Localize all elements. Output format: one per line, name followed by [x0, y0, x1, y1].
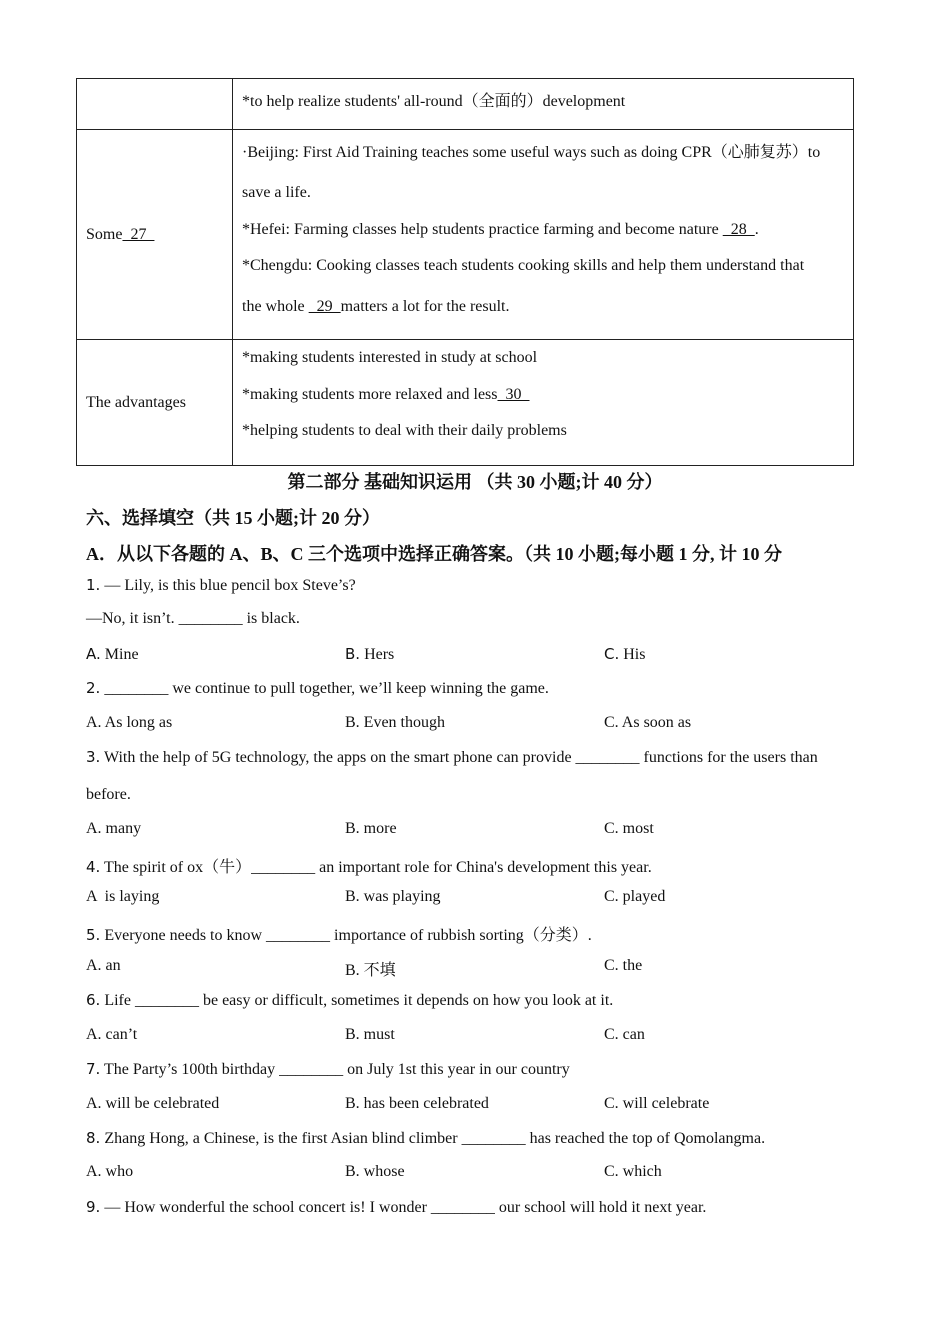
- section-six-heading: 六、选择填空（共 15 小题;计 20 分）: [86, 508, 380, 528]
- content-line: *helping students to deal with their daily problems: [242, 422, 567, 439]
- blank-28: 28: [722, 221, 755, 238]
- option-a: A. an: [86, 957, 121, 974]
- question-3-continued: before.: [86, 786, 131, 803]
- option-text: Hers: [360, 646, 395, 663]
- option-b: B. has been celebrated: [345, 1095, 489, 1112]
- question-text: — Lily, is this blue pencil box Steve’s?: [100, 577, 356, 594]
- option-c: C. which: [604, 1163, 662, 1180]
- part-title: 第二部分 基础知识运用 （共 30 小题;计 40 分）: [287, 472, 663, 492]
- option-b: B. was playing: [345, 888, 441, 905]
- label-text: Some: [86, 225, 123, 243]
- question-text: ________ we continue to pull together, we’ll keep winning the game.: [100, 680, 549, 697]
- option-a: A. many: [86, 820, 142, 837]
- line-text: .: [754, 221, 759, 238]
- question-8: [86, 1129, 765, 1148]
- question-number: 9.: [86, 1198, 101, 1216]
- table-row: [77, 340, 854, 466]
- option-text: His: [619, 646, 646, 663]
- question-number: 3.: [86, 748, 101, 766]
- question-text: Zhang Hong, a Chinese, is the first Asian blind climber ________ has reached the top of Qomolangma.: [100, 1130, 766, 1147]
- table-row: [77, 130, 854, 340]
- option-c: C. the: [604, 957, 643, 974]
- content-line: [242, 298, 843, 316]
- option-a: A. who: [86, 1163, 134, 1180]
- question-4: [86, 854, 652, 877]
- option-c: C. As soon as: [604, 714, 692, 731]
- option-a: A. As long as: [86, 714, 173, 731]
- content-line: *to help realize students' all-round（全面的）development: [242, 93, 626, 110]
- question-number: 7.: [86, 1060, 101, 1078]
- question-text: With the help of 5G technology, the apps on the smart phone can provide ________ functions for the users than: [100, 749, 818, 766]
- question-1: [86, 576, 356, 595]
- line-text: *Hefei: Farming classes help students practice farming and become nature: [242, 221, 719, 238]
- question-text: — How wonderful the school concert is! I wonder ________ our school will hold it next year.: [100, 1199, 707, 1216]
- question-1-reply: —No, it isn’t. ________ is black.: [86, 610, 300, 627]
- line-text: matters a lot for the result.: [340, 298, 510, 315]
- option-letter: B.: [345, 645, 361, 663]
- blank-27: 27: [122, 225, 155, 243]
- question-number: 6.: [86, 991, 101, 1009]
- row-content: [233, 79, 854, 130]
- row-content: [233, 130, 854, 340]
- option-letter: C.: [604, 645, 620, 663]
- option-b: B. must: [345, 1026, 395, 1043]
- option-b: B. 不填: [345, 962, 396, 979]
- content-line: [242, 221, 843, 239]
- option-a: A. will be celebrated: [86, 1095, 220, 1112]
- option-c: C. played: [604, 888, 666, 905]
- option-b: B. Even though: [345, 714, 445, 731]
- option-a: A is laying: [86, 888, 160, 905]
- row-label: [77, 130, 233, 340]
- option-letter: A.: [86, 645, 101, 663]
- row-label: [77, 79, 233, 130]
- option-a: [86, 645, 139, 664]
- question-number: 5.: [86, 926, 101, 944]
- content-line: ·Beijing: First Aid Training teaches some useful ways such as doing CPR（心肺复苏）to: [242, 144, 821, 161]
- content-line: [242, 386, 843, 404]
- content-line: save a life.: [242, 184, 311, 201]
- info-table: [76, 78, 854, 466]
- option-c: C. most: [604, 820, 654, 837]
- question-6: [86, 991, 613, 1010]
- question-text: Everyone needs to know ________ importance of rubbish sorting（分类）.: [100, 927, 592, 944]
- question-2: [86, 679, 549, 698]
- line-text: the whole: [242, 298, 305, 315]
- option-b: B. whose: [345, 1163, 405, 1180]
- question-number: 4.: [86, 858, 101, 876]
- content-line: *Chengdu: Cooking classes teach students cooking skills and help them understand that: [242, 257, 805, 274]
- question-7: [86, 1060, 570, 1079]
- question-3: [86, 748, 818, 767]
- blank-29: 29: [308, 298, 341, 315]
- table-row: [77, 79, 854, 130]
- option-c: C. can: [604, 1026, 645, 1043]
- line-text: *making students more relaxed and less: [242, 386, 498, 403]
- question-text: Life ________ be easy or difficult, sometimes it depends on how you look at it.: [100, 992, 614, 1009]
- option-b: B. more: [345, 820, 397, 837]
- content-line: *making students interested in study at school: [242, 349, 538, 366]
- question-number: 2.: [86, 679, 101, 697]
- option-c: C. will celebrate: [604, 1095, 710, 1112]
- option-b: [345, 645, 394, 664]
- question-text: The Party’s 100th birthday ________ on July 1st this year in our country: [100, 1061, 570, 1078]
- question-5: [86, 922, 592, 945]
- row-label: The advantages: [77, 340, 233, 466]
- blank-30: 30: [497, 386, 530, 403]
- option-a: A. can’t: [86, 1026, 138, 1043]
- row-content: [233, 340, 854, 466]
- question-number: 8.: [86, 1129, 101, 1147]
- option-text: Mine: [100, 646, 139, 663]
- option-c: [604, 645, 645, 664]
- section-a-heading: A．从以下各题的 A、B、C 三个选项中选择正确答案。（共 10 小题;每小题 1 分, 计 10 分: [86, 544, 782, 564]
- question-text: The spirit of ox（牛）________ an important role for China's development this year.: [100, 859, 652, 876]
- question-number: 1.: [86, 576, 101, 594]
- question-9: [86, 1198, 706, 1217]
